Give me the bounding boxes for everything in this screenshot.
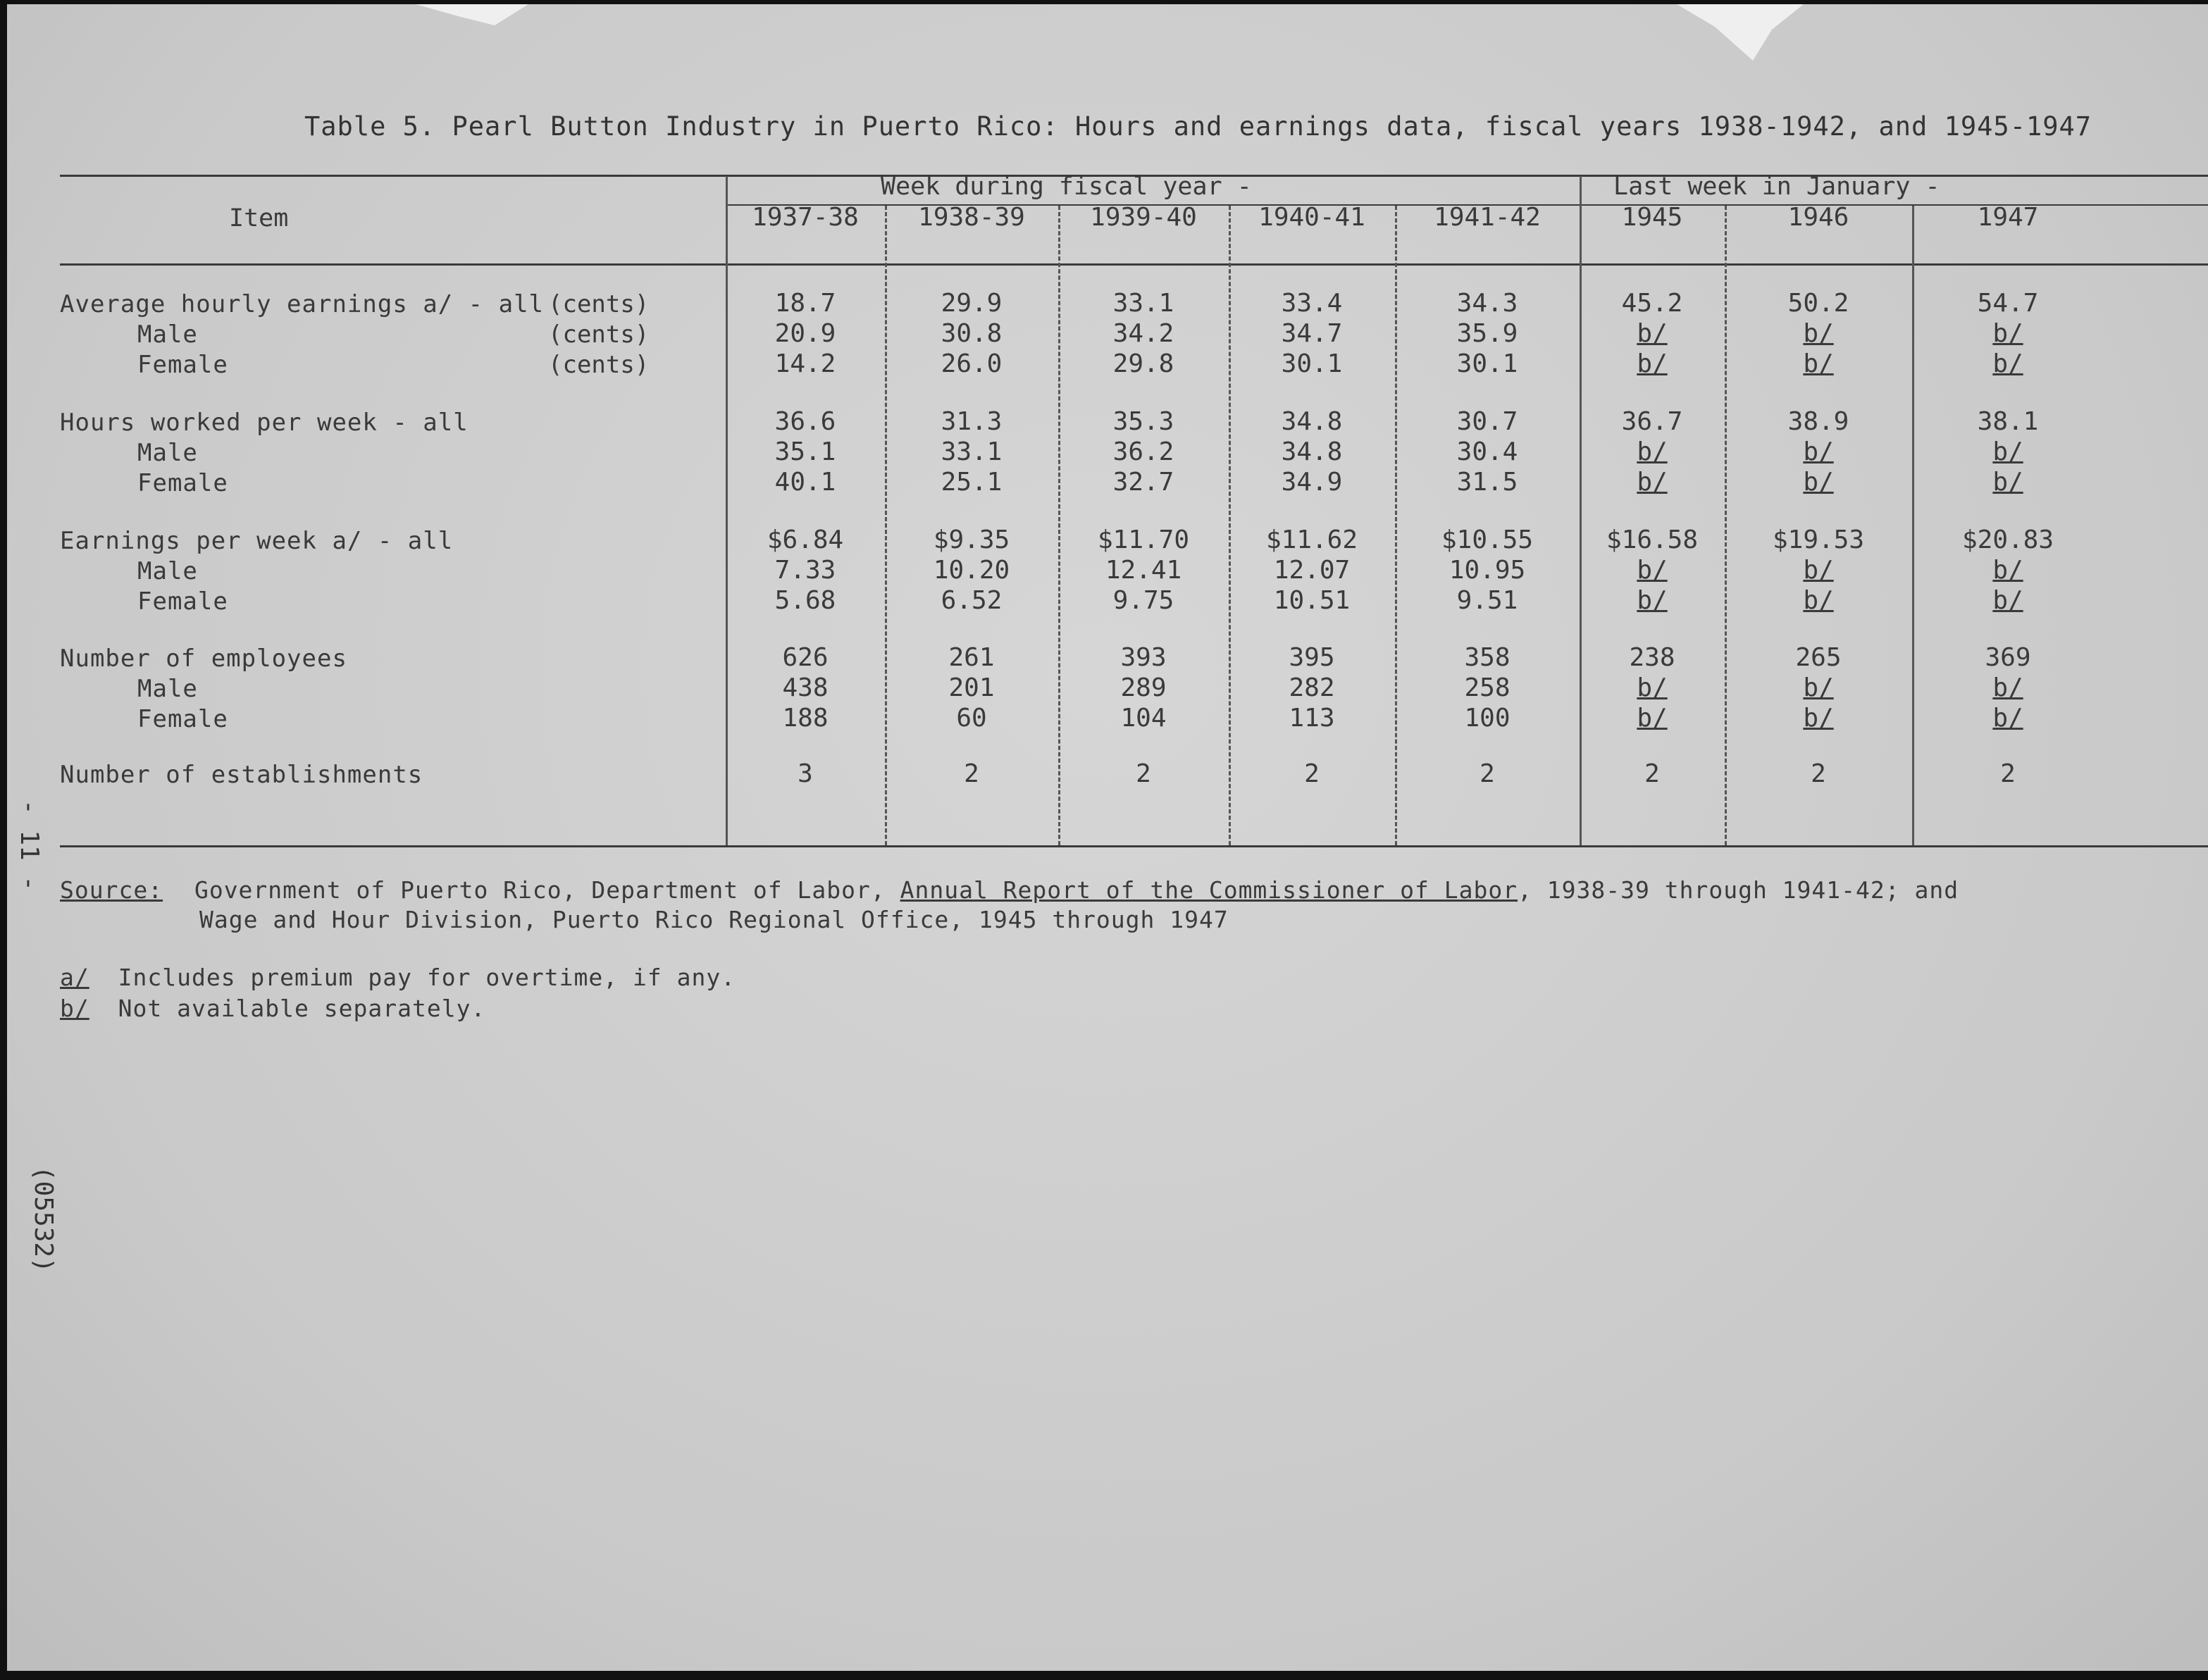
table-cell: b/ <box>1803 319 1834 348</box>
table-cell: b/ <box>1992 556 2023 585</box>
table-cell: 9.75 <box>1112 586 1174 615</box>
table-cell: $16.58 <box>1606 525 1699 554</box>
column-header-1945: 1945 <box>1621 203 1683 232</box>
page-number: - 11 - <box>15 799 44 892</box>
table-cell: b/ <box>1992 468 2023 497</box>
table-cell: 393 <box>1120 643 1167 672</box>
col-sep-6 <box>1725 206 1727 845</box>
table-cell: b/ <box>1637 349 1668 378</box>
table-cell: 289 <box>1120 673 1167 702</box>
table-cell: 31.3 <box>941 407 1003 436</box>
table-cell: 34.8 <box>1281 437 1343 466</box>
table-cell: 201 <box>948 673 995 702</box>
column-header-1937-38: 1937-38 <box>752 203 859 232</box>
table-cell: 100 <box>1464 704 1511 733</box>
column-header-1939-40: 1939-40 <box>1090 203 1197 232</box>
row-label: Hours worked per week - all <box>60 409 469 437</box>
col-sep-5 <box>1580 176 1582 845</box>
source-text-pre: Government of Puerto Rico, Department of Labor, <box>194 876 900 904</box>
table-cell: b/ <box>1803 556 1834 585</box>
table-cell: b/ <box>1992 704 2023 733</box>
table-cell: b/ <box>1637 437 1668 466</box>
footnote-a <box>60 964 736 991</box>
table-cell: 30.1 <box>1456 349 1518 378</box>
column-header-1947: 1947 <box>1977 203 2039 232</box>
fiscal-year-group-header: Week during fiscal year - <box>881 173 1252 201</box>
header-bottom-rule <box>60 263 2208 266</box>
table-cell: 35.9 <box>1456 319 1518 348</box>
col-sep-2 <box>1058 206 1060 845</box>
table-cell: b/ <box>1637 586 1668 615</box>
table-cell: 2 <box>1136 759 1151 788</box>
scan-edge-left <box>0 0 7 1680</box>
document-code: (05532) <box>29 1166 58 1273</box>
paper-tear-right <box>1677 4 1804 61</box>
table-cell: $6.84 <box>767 525 844 554</box>
table-cell: 188 <box>782 704 829 733</box>
table-title: Table 5. Pearl Button Industry in Puerto Rico: Hours and earnings data, fiscal years 1938-1942, and 1945-1947 <box>304 111 2092 142</box>
table-cell: 30.4 <box>1456 437 1518 466</box>
table-cell: 33.1 <box>941 437 1003 466</box>
table-cell: b/ <box>1637 319 1668 348</box>
table-cell: 5.68 <box>774 586 836 615</box>
source-text-post: , 1938-39 through 1941-42; and <box>1518 876 1959 904</box>
table-cell: 369 <box>1985 643 2031 672</box>
row-label: Male <box>137 675 198 703</box>
table-cell: b/ <box>1803 586 1834 615</box>
table-cell: $9.35 <box>933 525 1010 554</box>
footnote-a-mark: a/ <box>60 964 89 991</box>
table-cell: b/ <box>1637 673 1668 702</box>
table-cell: b/ <box>1992 673 2023 702</box>
table-cell: 34.8 <box>1281 407 1343 436</box>
table-cell: 35.1 <box>774 437 836 466</box>
table-cell: 395 <box>1289 643 1335 672</box>
table-cell: b/ <box>1803 673 1834 702</box>
row-label: Male <box>137 439 198 467</box>
col-sep-4 <box>1395 206 1397 845</box>
table-cell: 104 <box>1120 704 1167 733</box>
table-cell: 30.7 <box>1456 407 1518 436</box>
table-cell: b/ <box>1803 437 1834 466</box>
table-cell: 54.7 <box>1977 289 2039 318</box>
january-group-header: Last week in January - <box>1613 173 1940 201</box>
row-unit: (cents) <box>548 351 650 379</box>
table-cell: 265 <box>1795 643 1842 672</box>
table-cell: 40.1 <box>774 468 836 497</box>
column-header-1946: 1946 <box>1787 203 1849 232</box>
table-cell: b/ <box>1992 586 2023 615</box>
table-cell: 2 <box>1811 759 1826 788</box>
table-cell: b/ <box>1992 349 2023 378</box>
row-label: Earnings per week a/ - all <box>60 527 454 555</box>
table-cell: 50.2 <box>1787 289 1849 318</box>
table-cell: $19.53 <box>1772 525 1865 554</box>
row-label: Female <box>137 587 228 616</box>
footnote-a-text: Includes premium pay for overtime, if any. <box>118 964 736 991</box>
table-cell: 282 <box>1289 673 1335 702</box>
table-cell: 36.7 <box>1621 407 1683 436</box>
source-line-1 <box>60 876 1959 904</box>
table-cell: $10.55 <box>1441 525 1534 554</box>
source-report-title: Annual Report of the Commissioner of Labor <box>900 876 1518 904</box>
table-cell: 2 <box>2000 759 2016 788</box>
table-cell: b/ <box>1992 319 2023 348</box>
table-cell: b/ <box>1803 468 1834 497</box>
table-cell: 10.51 <box>1273 586 1351 615</box>
row-label: Female <box>137 705 228 733</box>
source-line-2: Wage and Hour Division, Puerto Rico Regional Office, 1945 through 1947 <box>199 906 1229 933</box>
table-cell: 18.7 <box>774 289 836 318</box>
table-cell: 33.1 <box>1112 289 1174 318</box>
table-cell: 10.95 <box>1449 556 1526 585</box>
table-cell: 26.0 <box>941 349 1003 378</box>
row-unit: (cents) <box>548 290 650 318</box>
table-cell: 113 <box>1289 704 1335 733</box>
table-cell: 12.07 <box>1273 556 1351 585</box>
col-sep-0 <box>726 176 728 845</box>
table-cell: 2 <box>1644 759 1660 788</box>
table-cell: 2 <box>964 759 979 788</box>
table-cell: $20.83 <box>1961 525 2054 554</box>
table-cell: 25.1 <box>941 468 1003 497</box>
table-cell: 2 <box>1304 759 1320 788</box>
table-cell: 261 <box>948 643 995 672</box>
column-header-1940-41: 1940-41 <box>1258 203 1365 232</box>
column-header-1938-39: 1938-39 <box>918 203 1025 232</box>
col-sep-7 <box>1912 206 1914 845</box>
item-header: Item <box>229 204 289 232</box>
row-label: Number of employees <box>60 645 347 673</box>
table-cell: b/ <box>1637 704 1668 733</box>
table-cell: 6.52 <box>941 586 1003 615</box>
table-cell: 34.9 <box>1281 468 1343 497</box>
scan-edge-top <box>0 0 2208 4</box>
table-cell: 20.9 <box>774 319 836 348</box>
table-cell: 9.51 <box>1456 586 1518 615</box>
table-cell: 34.7 <box>1281 319 1343 348</box>
table-cell: 32.7 <box>1112 468 1174 497</box>
row-label: Female <box>137 469 228 497</box>
col-sep-3 <box>1229 206 1231 845</box>
table-cell: 358 <box>1464 643 1511 672</box>
row-label: Male <box>137 557 198 585</box>
table-cell: 258 <box>1464 673 1511 702</box>
table-cell: 3 <box>798 759 813 788</box>
footnote-b-text: Not available separately. <box>118 995 486 1022</box>
paper-tear-left <box>416 4 528 25</box>
table-cell: 30.8 <box>941 319 1003 348</box>
table-cell: 33.4 <box>1281 289 1343 318</box>
table-cell: 34.2 <box>1112 319 1174 348</box>
table-cell: b/ <box>1637 468 1668 497</box>
table-cell: 14.2 <box>774 349 836 378</box>
row-label: Average hourly earnings a/ - all <box>60 290 545 318</box>
table-cell: 38.9 <box>1787 407 1849 436</box>
table-cell: 7.33 <box>774 556 836 585</box>
footnote-b <box>60 995 485 1022</box>
table-cell: 35.3 <box>1112 407 1174 436</box>
footnote-b-mark: b/ <box>60 995 89 1022</box>
row-unit: (cents) <box>548 321 650 349</box>
table-cell: 36.2 <box>1112 437 1174 466</box>
col-sep-1 <box>885 206 887 845</box>
table-cell: 38.1 <box>1977 407 2039 436</box>
table-cell: $11.70 <box>1097 525 1190 554</box>
table-cell: 238 <box>1629 643 1675 672</box>
row-label: Female <box>137 351 228 379</box>
table-cell: 29.8 <box>1112 349 1174 378</box>
table-cell: 29.9 <box>941 289 1003 318</box>
table-cell: 10.20 <box>933 556 1010 585</box>
table-cell: b/ <box>1803 349 1834 378</box>
table-cell: 60 <box>956 704 987 733</box>
table-cell: 626 <box>782 643 829 672</box>
table-cell: b/ <box>1637 556 1668 585</box>
table-bottom-rule <box>60 845 2208 847</box>
scan-edge-bottom <box>0 1671 2208 1680</box>
table-cell: 45.2 <box>1621 289 1683 318</box>
table-cell: 36.6 <box>774 407 836 436</box>
table-cell: 12.41 <box>1105 556 1182 585</box>
table-cell: b/ <box>1803 704 1834 733</box>
table-cell: 31.5 <box>1456 468 1518 497</box>
table-cell: $11.62 <box>1265 525 1358 554</box>
table-cell: 2 <box>1480 759 1495 788</box>
table-cell: 438 <box>782 673 829 702</box>
row-label: Number of establishments <box>60 761 423 789</box>
column-header-1941-42: 1941-42 <box>1434 203 1541 232</box>
row-label: Male <box>137 321 198 349</box>
table-cell: b/ <box>1992 437 2023 466</box>
table-cell: 34.3 <box>1456 289 1518 318</box>
source-label: Source: <box>60 876 163 904</box>
table-cell: 30.1 <box>1281 349 1343 378</box>
